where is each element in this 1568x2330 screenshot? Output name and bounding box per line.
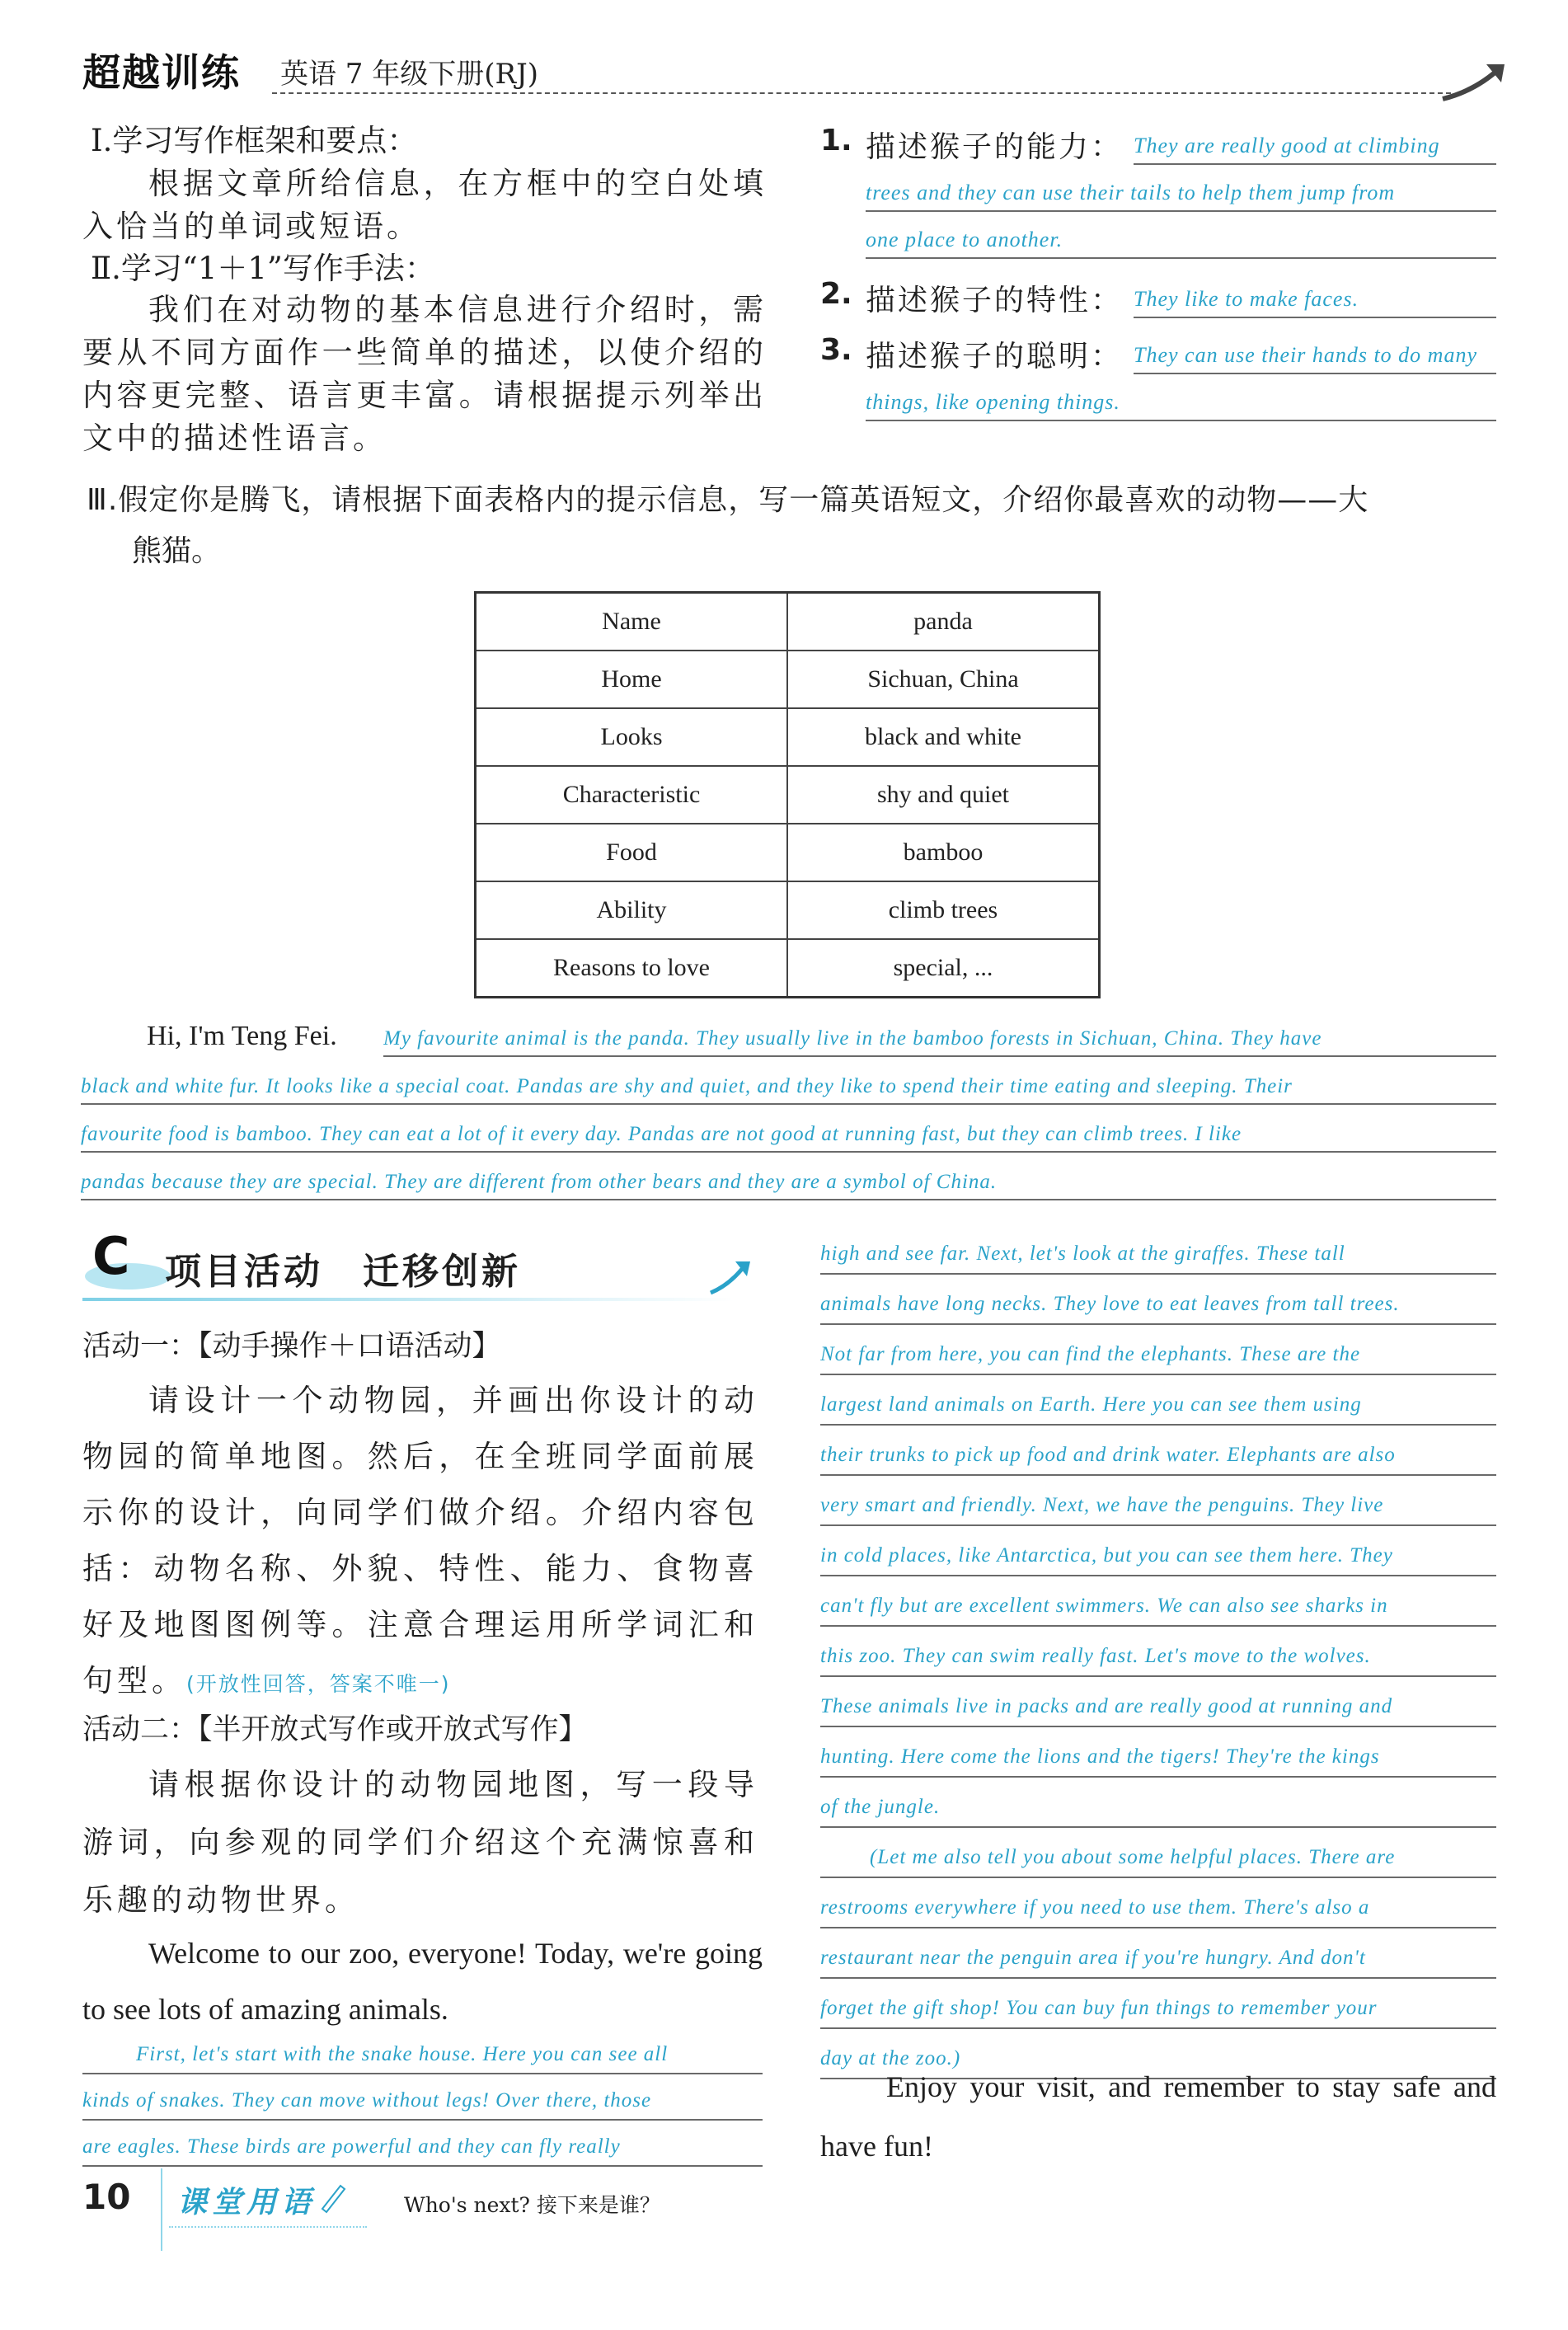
answer-line: forget the gift shop! You can buy fun things to remember your <box>820 1989 1496 2029</box>
table-value: panda <box>787 593 1100 651</box>
table-row <box>476 651 1100 708</box>
footer-label: 课堂用语 <box>177 2185 317 2220</box>
answer-line: These animals live in packs and are really good at running and <box>820 1688 1496 1727</box>
activity2-heading: 活动二：【半开放式写作或开放式写作】 <box>82 1713 588 1746</box>
item-number: 3. <box>820 333 852 367</box>
answer-line: day at the zoo.) <box>820 2040 1496 2079</box>
part2-body: 我们在对动物的基本信息进行介绍时，需要从不同方面作一些简单的描述，以使介绍的内容更完整、语言更丰富。请根据提示列举出文中的描述性语言。 <box>82 292 767 456</box>
answer-line: very smart and friendly. Next, we have the penguins. They live <box>820 1487 1496 1526</box>
zoo-intro: Welcome to our zoo, everyone! Today, we're going to see lots of amazing animals. <box>82 1937 763 2026</box>
table-row <box>476 939 1100 998</box>
answer-line: their trunks to pick up food and drink water. Elephants are also <box>820 1436 1496 1476</box>
table-value: special, ... <box>787 939 1100 998</box>
essay-line: My favourite animal is the panda. They usually live in the bamboo forests in Sichuan, China. They have <box>383 1022 1496 1057</box>
answer-line: are eagles. These birds are powerful and they can fly really <box>82 2129 763 2167</box>
answer-line: Not far from here, you can find the elephants. These are the <box>820 1336 1496 1375</box>
panda-info-table <box>474 591 1101 998</box>
table-key: Reasons to love <box>476 939 788 998</box>
answer-line: high and see far. Next, let's look at the giraffes. These tall <box>820 1235 1496 1275</box>
table-key: Characteristic <box>476 766 788 824</box>
section-c-underline <box>82 1298 734 1301</box>
answer-line: in cold places, like Antarctica, but you can see them here. They <box>820 1537 1496 1576</box>
answer-line: largest land animals on Earth. Here you can see them using <box>820 1386 1496 1426</box>
item-label: 描述猴子的聪明： <box>866 340 1124 373</box>
answer-line: trees and they can use their tails to help them jump from <box>866 176 1496 212</box>
answer-line: restrooms everywhere if you need to use them. There's also a <box>820 1889 1496 1928</box>
page-number: 10 <box>82 2177 131 2217</box>
answer-line: this zoo. They can swim really fast. Let's move to the wolves. <box>820 1637 1496 1677</box>
essay-line: pandas because they are special. They are different from other bears and they are a symbol of China. <box>81 1166 1496 1200</box>
description-item <box>820 333 1496 432</box>
section-c-title: 项目活动 迁移创新 <box>165 1251 521 1293</box>
table-value: climb trees <box>787 881 1100 939</box>
footer-text: Who's next? 接下来是谁？ <box>404 2193 660 2217</box>
answer-line: animals have long necks. They love to eat leaves from tall trees. <box>820 1285 1496 1325</box>
table-key: Home <box>476 651 788 708</box>
item-label: 描述猴子的特性： <box>866 284 1124 317</box>
part2-heading: Ⅱ.学习“1＋1”写作手法： <box>91 251 435 286</box>
part3-heading-cont: 熊猫。 <box>132 534 222 568</box>
table-row <box>476 881 1100 939</box>
arrow-icon <box>707 1257 757 1298</box>
table-key: Ability <box>476 881 788 939</box>
description-list <box>820 124 1496 432</box>
footer-divider <box>161 2168 162 2251</box>
zoo-closing: Enjoy your visit, and remember to stay safe and have fun! <box>820 2070 1496 2163</box>
answer-line: one place to another. <box>866 223 1496 259</box>
book-title: 英语 7 年级下册(RJ) <box>280 58 539 91</box>
activity2-body: 请根据你设计的动物园地图，写一段导游词，向参观的同学们介绍这个充满惊喜和乐趣的动物世界。 <box>82 1767 758 1918</box>
table-row <box>476 824 1100 881</box>
essay-opening: Hi, I'm Teng Fei. <box>147 1021 337 1051</box>
table-row <box>476 708 1100 766</box>
answer-line: restaurant near the penguin area if you're hungry. And don't <box>820 1939 1496 1979</box>
table-value: Sichuan, China <box>787 651 1100 708</box>
table-row <box>476 593 1100 651</box>
zoo-guide-right-column <box>820 1235 1496 2090</box>
answer-line: can't fly but are excellent swimmers. We can also see sharks in <box>820 1587 1496 1627</box>
footer-underline <box>169 2226 367 2228</box>
table-key: Looks <box>476 708 788 766</box>
part3-heading: Ⅲ.假定你是腾飞，请根据下面表格内的提示信息，写一篇英语短文，介绍你最喜欢的动物——大 <box>87 483 1369 517</box>
activity1-heading: 活动一：【动手操作＋口语活动】 <box>82 1330 501 1363</box>
essay-line: black and white fur. It looks like a special coat. Pandas are shy and quiet, and they like to spend their time eating and sleeping. Their <box>81 1070 1496 1105</box>
answer-line: (Let me also tell you about some helpful places. There are <box>820 1839 1496 1878</box>
answer-line: They are really good at climbing <box>1134 129 1496 165</box>
table-key: Food <box>476 824 788 881</box>
table-row <box>476 766 1100 824</box>
answer-line: They like to make faces. <box>1134 282 1496 318</box>
answer-line: First, let's start with the snake house. Here you can see all <box>82 2036 763 2074</box>
section-c-letter: C <box>92 1226 130 1286</box>
arrow-icon <box>1439 58 1513 107</box>
header-divider <box>272 92 1451 94</box>
series-title: 超越训练 <box>82 50 241 95</box>
table-value: black and white <box>787 708 1100 766</box>
item-number: 1. <box>820 124 852 157</box>
table-key: Name <box>476 593 788 651</box>
activity1-body <box>82 1373 758 1712</box>
activity1-note: (开放性回答，答案不唯一) <box>186 1672 451 1696</box>
table-value: shy and quiet <box>787 766 1100 824</box>
answer-line: They can use their hands to do many <box>1134 338 1496 374</box>
part1-body: 根据文章所给信息，在方框中的空白处填入恰当的单词或短语。 <box>82 166 767 244</box>
pencil-icon <box>317 2181 347 2214</box>
answer-line: hunting. Here come the lions and the tigers! They're the kings <box>820 1738 1496 1778</box>
activity1-text: 请设计一个动物园，并画出你设计的动物园的简单地图。然后，在全班同学面前展示你的设计，向同学们做介绍。介绍内容包括：动物名称、外貌、特性、能力、食物喜好及地图图例等。注意合理运用所学词汇和句型。 <box>82 1383 758 1698</box>
description-item <box>820 124 1496 277</box>
table-value: bamboo <box>787 824 1100 881</box>
item-label: 描述猴子的能力： <box>866 130 1124 164</box>
part1-heading: Ⅰ.学习写作框架和要点： <box>91 123 418 158</box>
description-item <box>820 277 1496 333</box>
answer-line: of the jungle. <box>820 1788 1496 1828</box>
answer-line: kinds of snakes. They can move without legs! Over there, those <box>82 2083 763 2121</box>
essay-line: favourite food is bamboo. They can eat a lot of it every day. Pandas are not good at running fast, but they can climb trees. I like <box>81 1118 1496 1153</box>
item-number: 2. <box>820 277 852 311</box>
answer-line: things, like opening things. <box>866 385 1496 421</box>
